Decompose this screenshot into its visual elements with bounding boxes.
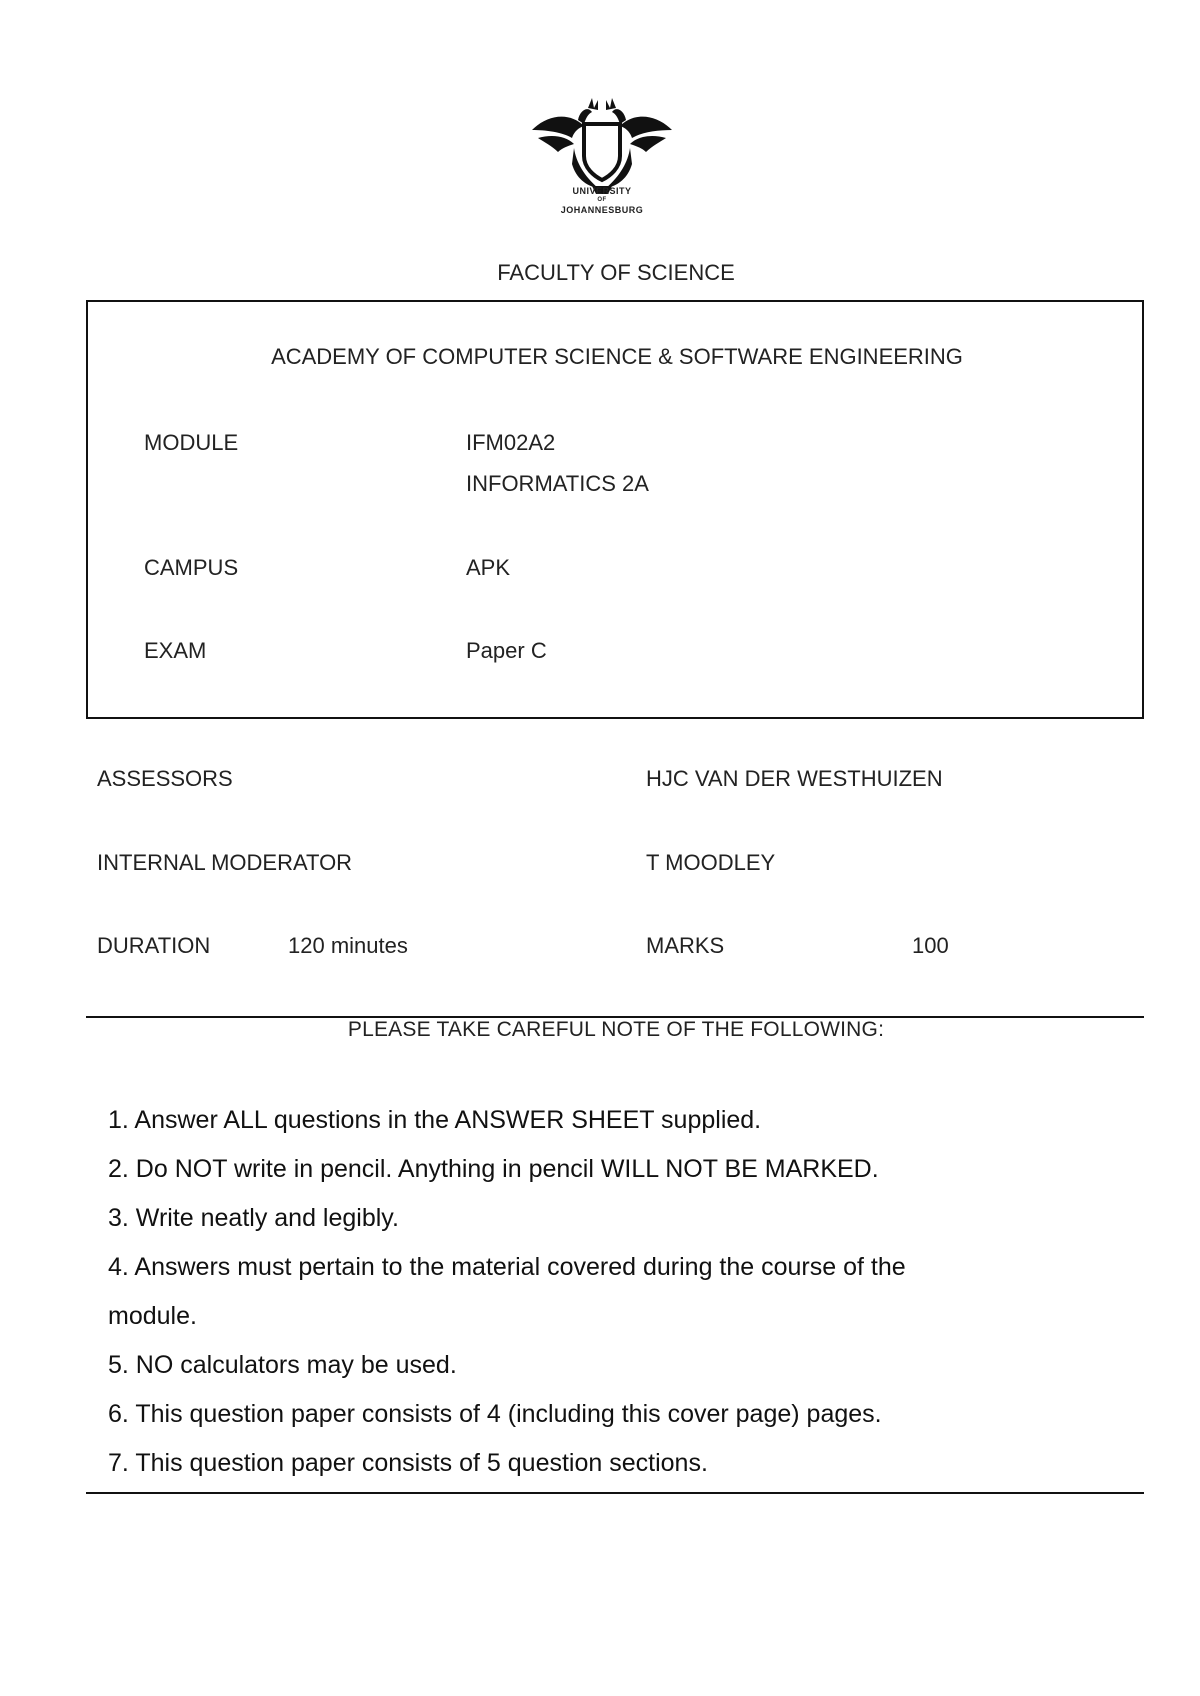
campus-value: APK <box>466 555 511 580</box>
instruction-item: 2. Do NOT write in pencil. Anything in pencil WILL NOT BE MARKED. <box>108 1155 879 1183</box>
instruction-item: 6. This question paper consists of 4 (including this cover page) pages. <box>108 1400 882 1428</box>
assessors-value: HJC VAN DER WESTHUIZEN <box>646 766 943 791</box>
marks-label: MARKS <box>646 933 725 958</box>
logo-text-line2: OF <box>597 197 607 203</box>
module-label: MODULE <box>144 430 239 455</box>
instructions-list <box>108 1096 1128 1488</box>
moderator-label: INTERNAL MODERATOR <box>97 850 353 875</box>
moderator-value: T MOODLEY <box>646 850 776 875</box>
logo-text-line3: JOHANNESBURG <box>560 205 644 215</box>
module-name: INFORMATICS 2A <box>466 471 649 496</box>
instruction-item: 4. Answers must pertain to the material covered during the course of the <box>108 1253 906 1281</box>
divider-bottom <box>86 1492 1144 1494</box>
university-logo <box>528 98 676 220</box>
logo-text-line1: UNIVERSITY <box>572 186 632 196</box>
duration-label: DURATION <box>97 933 211 958</box>
exam-value: Paper C <box>466 638 547 663</box>
faculty-title: FACULTY OF SCIENCE <box>497 260 735 285</box>
instruction-item: 7. This question paper consists of 5 question sections. <box>108 1449 708 1477</box>
module-code: IFM02A2 <box>466 430 556 455</box>
marks-value: 100 <box>912 933 949 958</box>
assessors-label: ASSESSORS <box>97 766 233 791</box>
notes-heading: PLEASE TAKE CAREFUL NOTE OF THE FOLLOWING: <box>347 1018 885 1041</box>
exam-label: EXAM <box>144 638 207 663</box>
module-details-box <box>86 300 1144 719</box>
campus-label: CAMPUS <box>144 555 239 580</box>
duration-value: 120 minutes <box>288 933 408 958</box>
academy-title: ACADEMY OF COMPUTER SCIENCE & SOFTWARE ENGINEERING <box>271 344 963 369</box>
instruction-item: module. <box>108 1302 197 1330</box>
instruction-item: 5. NO calculators may be used. <box>108 1351 457 1379</box>
university-of-johannesburg-crest-icon <box>528 98 676 194</box>
instruction-item: 3. Write neatly and legibly. <box>108 1204 399 1232</box>
instruction-item: 1. Answer ALL questions in the ANSWER SHEET supplied. <box>108 1106 762 1134</box>
